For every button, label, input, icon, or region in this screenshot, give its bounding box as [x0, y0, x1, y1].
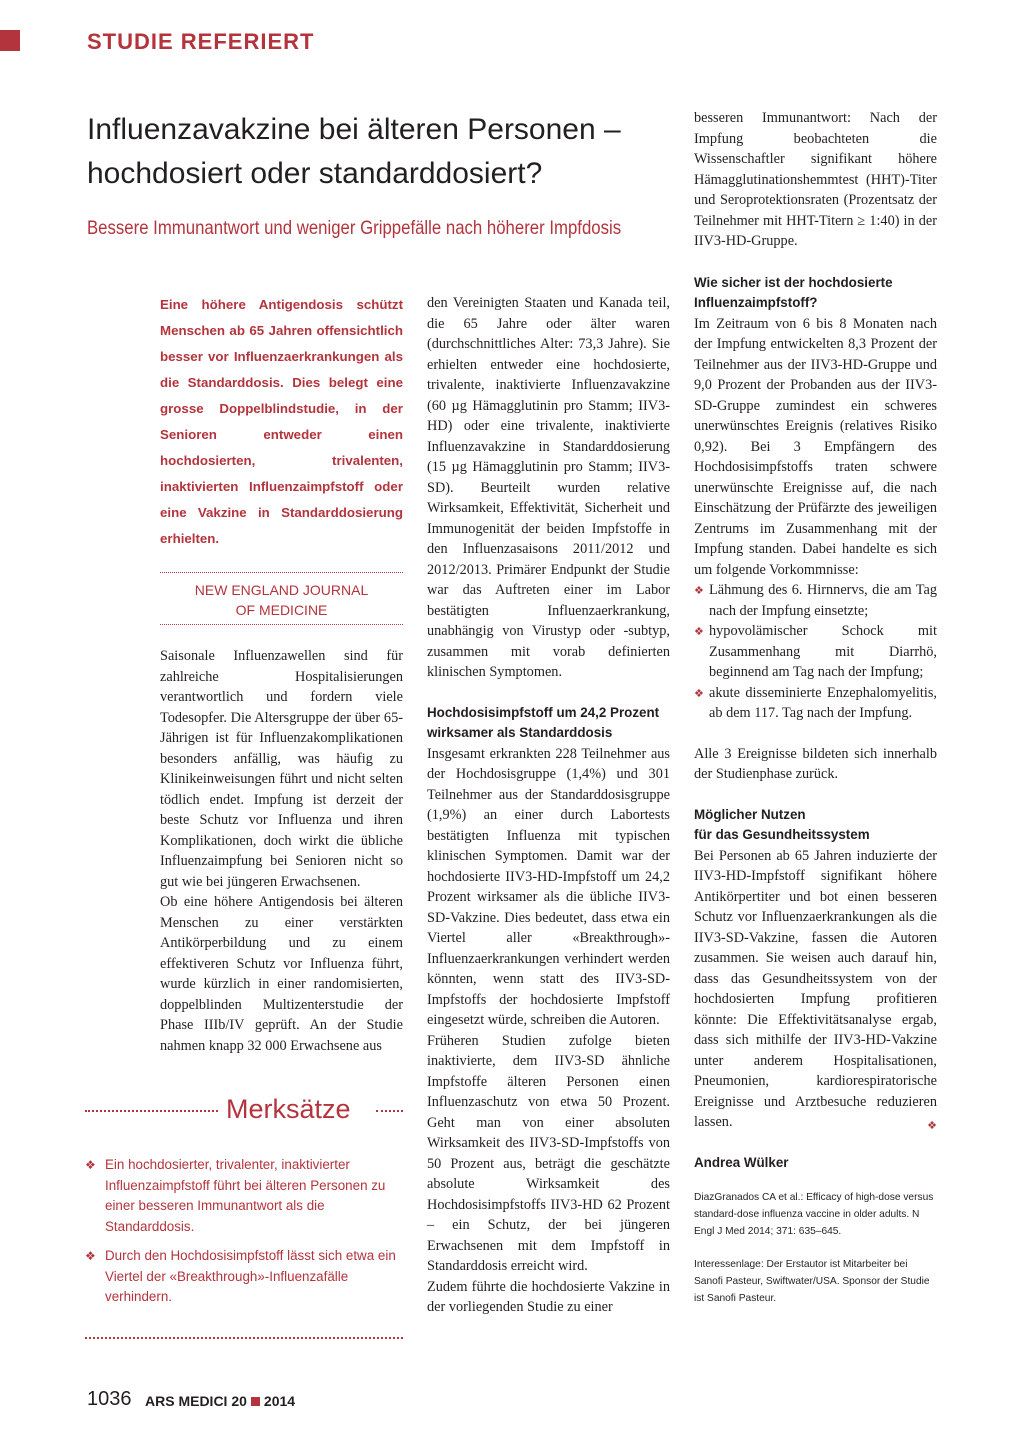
journal-source: [160, 580, 403, 620]
col3-list: [694, 580, 937, 724]
page-number: 1036: [87, 1388, 132, 1410]
merksatz-item: ❖ Durch den Hochdosisimpfstoff lässt sich etwa ein Viertel der «Breakthrough»-Influenzafälle verhindern.: [85, 1248, 396, 1304]
diamond-cluster-icon: ❖: [85, 1158, 96, 1172]
diamond-cluster-icon: ❖: [85, 1249, 96, 1263]
col2-paragraph-2: Insgesamt erkrankten 228 Teilnehmer aus der Hochdosisgruppe (1,4%) und 301 Teilnehmer aus der Standarddosisgruppe (1,9%) an einer durch Labortests bestätigten Influenza mit typischen klinischen Symptomen. Damit war der hochdosierte IIV3-HD-Impfstoff um 24,2 Prozent wirksamer als die übliche IIV3-SD-Vakzine. Dies bedeutet, dass etwa ein Viertel aller «Breakthrough»-Influenzaerkrankungen verhindert werden könnten, wenn statt des IIV3-SD-Impfstoffs der hochdosierte Impfstoff eingesetzt würde, schreiben die Autoren.: [427, 745, 670, 1028]
magazine-name: ARS MEDICI 20: [145, 1393, 247, 1409]
journal-line-1: NEW ENGLAND JOURNAL: [194, 582, 369, 598]
column-2: [427, 293, 670, 1318]
col3-paragraph-4: Bei Personen ab 65 Jahren induzierte der IIV3-HD-Impfstoff signifikant höhere Antikörpertiter und bot einen besseren Schutz vor Influenzaerkrankungen als die IIV3-SD-Vakzine, fassen die Autoren zusammen. Sie weisen auch darauf hin, dass das Gesundheitssystem von der hochdosierten Impfung profitieren könnte: Die Effektivitätsanalyse ergab, dass sich mithilfe der IIV3-HD-Vakzine unter anderem Hospitalisationen, Pneumonien, kardiorespiratorische Ereignisse und Arztbesuche reduzieren lassen. ❖: [694, 846, 937, 1133]
author: Andrea Wülker: [694, 1154, 789, 1170]
col2-heading: Hochdosisimpfstoff um 24,2 Prozent wirksamer als Standarddosis: [427, 704, 660, 740]
merksaetze-dots-right: [376, 1110, 403, 1112]
col1-paragraph-2: Ob eine höhere Antigendosis bei älteren Menschen zu einer verstärkten Antikörperbildung und zu einem effektiveren Schutz vor Influenza führt, wurde kürzlich in einer randomisierten, doppelblinden Multizenterstudie der Phase IIIb/IV geprüft. An der Studie nahmen knapp 32 000 Erwachsene aus: [160, 894, 403, 1054]
diamond-cluster-icon: ❖: [694, 626, 704, 638]
col3-heading-1: Wie sicher ist der hochdosierte Influenzaimpfstoff?: [694, 274, 893, 310]
column-3: [694, 108, 937, 1307]
col2-paragraph-1: den Vereinigten Staaten und Kanada teil, die 65 Jahre oder älter waren (durchschnittliches Alter: 73,3 Jahre). Sie erhielten entweder eine hochdosierte, trivalente, inaktivierte Influenzavakzine (60 µg Hämagglutinin pro Stamm; IIV3-HD) oder eine trivalente, inaktivierte Influenzavakzine in Standarddosierung (15 µg Hämagglutinin pro Stamm; IIV3-SD). Beurteilt wurden relative Wirksamkeit, Effektivität, Sicherheit und Immunogenität der beiden Impfstoffe in den Influenzasaisons 2011/2012 und 2012/2013. Primärer Endpunkt der Studie war das Auftreten einer im Labor bestätigten Influenzaerkrankung, unabhängig von Virustyp oder -subtyp, zusammen mit vorab definierten klinischen Symptomen.: [427, 295, 670, 680]
magazine-footer: [145, 1393, 295, 1409]
title-line-1: Influenzavakzine bei älteren Personen –: [87, 113, 621, 146]
journal-line-2: OF MEDICINE: [235, 602, 328, 618]
conflict-of-interest: Interessenlage: Der Erstautor ist Mitarbeiter bei Sanofi Pasteur, Swiftwater/USA. Sponsor der Studie ist Sanofi Pasteur.: [694, 1259, 930, 1304]
reference: DiazGranados CA et al.: Efficacy of high-dose versus standard-dose influenza vaccine in older adults. N Engl J Med 2014; 371: 635–645.: [694, 1192, 934, 1237]
merksaetze-dots-left: [85, 1110, 218, 1112]
merksaetze-dots-bottom: [85, 1337, 403, 1339]
magazine-year: 2014: [263, 1393, 296, 1409]
journal-divider-top: [160, 572, 403, 573]
diamond-cluster-icon: ❖: [694, 687, 704, 700]
col3-paragraph-3: Alle 3 Ereignisse bildeten sich innerhalb der Studienphase zurück.: [694, 745, 937, 782]
section-label: STUDIE REFERIERT: [87, 29, 315, 54]
list-item: ❖ hypovolämischer Schock mit Zusammenhang mit Diarrhö, beginnend am Tag nach der Impfung;: [694, 623, 937, 680]
article-lead: Eine höhere Antigendosis schützt Menschen ab 65 Jahren offensichtlich besser vor Influenzaerkrankungen als die Standarddosis. Dies belegt eine grosse Doppelblindstudie, in der Senioren entweder einen hochdosierten, trivalenten, inaktivierten Influenzaimpfstoff oder eine Vakzine in Standarddosierung erhielten.: [160, 297, 403, 546]
title-line-2: hochdosiert oder standarddosiert?: [87, 157, 543, 190]
diamond-cluster-icon: ❖: [694, 585, 704, 597]
journal-divider-bottom: [160, 624, 403, 625]
merksatz-item: ❖ Ein hochdosierter, trivalenter, inaktivierter Influenzaimpfstoff führt bei älteren Personen zu einer besseren Immunantwort als die Standarddosis.: [85, 1157, 386, 1234]
article-title: [87, 108, 687, 196]
section-marker: [0, 30, 20, 51]
col3-paragraph-2: Im Zeitraum von 6 bis 8 Monaten nach der Impfung entwickelten 8,3 Prozent der Teilnehmer aus der IIV3-HD-Gruppe und 9,0 Prozent der Probanden aus der IIV3-SD-Gruppe zumindest ein schweres unerwünschtes Ereignis (relatives Risiko 0,92). Bei 3 Empfängern des Hochdosisimpfstoffs traten schwere unerwünschte Ereignisse auf, die nach Einschätzung der Prüfärzte des jeweiligen Zentrums im Zusammenhang mit der Impfung standen. Dabei handelte es sich um folgende Vorkommnisse:: [694, 315, 937, 578]
list-item: ❖ akute disseminierte Enzephalomyelitis, ab dem 117. Tag nach der Impfung.: [694, 684, 937, 721]
col3-heading-2: Möglicher Nutzen für das Gesundheitssystem: [694, 806, 870, 842]
col2-paragraph-3: Früheren Studien zufolge bieten inaktivierte, dem IIV3-SD ähnliche Impfstoffe älteren Personen einen Influenzaschutz von etwa 50 Prozent. Geht man von einer absoluten Wirksamkeit des IIV3-SD-Impfstoffs von 50 Prozent aus, beträgt die geschätzte absolute Wirksamkeit des Hochdosisimpfstoffs IIV3-HD 62 Prozent – ein Schutz, der bei jüngeren Erwachsenen mit dem Impfstoff in Standarddosis erreicht wird.: [427, 1032, 670, 1274]
column-1: [160, 646, 403, 1056]
footer-square-icon: [251, 1397, 260, 1406]
col1-paragraph-1: Saisonale Influenzawellen sind für zahlreiche Hospitalisierungen verantwortlich und fordern viele Todesopfer. Die Altersgruppe der über 65-Jährigen ist für Influenzakomplikationen besonders anfällig, was häufig zu Klinikeinweisungen führt und nicht selten tödlich endet. Impfung ist derzeit der beste Schutz vor Influenza und ihren Komplikationen, doch wirkt die übliche Influenzaimpfung bei Senioren nicht so gut wie bei jüngeren Erwachsenen.: [160, 648, 403, 890]
end-mark-icon: ❖: [927, 1120, 937, 1132]
article-subtitle: Bessere Immunantwort und weniger Grippefälle nach höherer Impfdosis: [87, 217, 622, 239]
merksaetze-title: Merksätze: [226, 1094, 351, 1124]
col2-paragraph-4: Zudem führte die hochdosierte Vakzine in der vorliegenden Studie zu einer: [427, 1278, 670, 1315]
col3-paragraph-1: besseren Immunantwort: Nach der Impfung beobachteten die Wissenschaftler signifikant höhere Hämagglutinationshemmtest (HHT)-Titer und Seroprotektionsraten (Prozentsatz der Teilnehmer mit HHT-Titern ≥ 1:40) in der IIV3-HD-Gruppe.: [694, 110, 937, 249]
merksaetze-list: [85, 1155, 403, 1317]
list-item: ❖ Lähmung des 6. Hirnnervs, die am Tag nach der Impfung einsetzte;: [694, 582, 937, 619]
